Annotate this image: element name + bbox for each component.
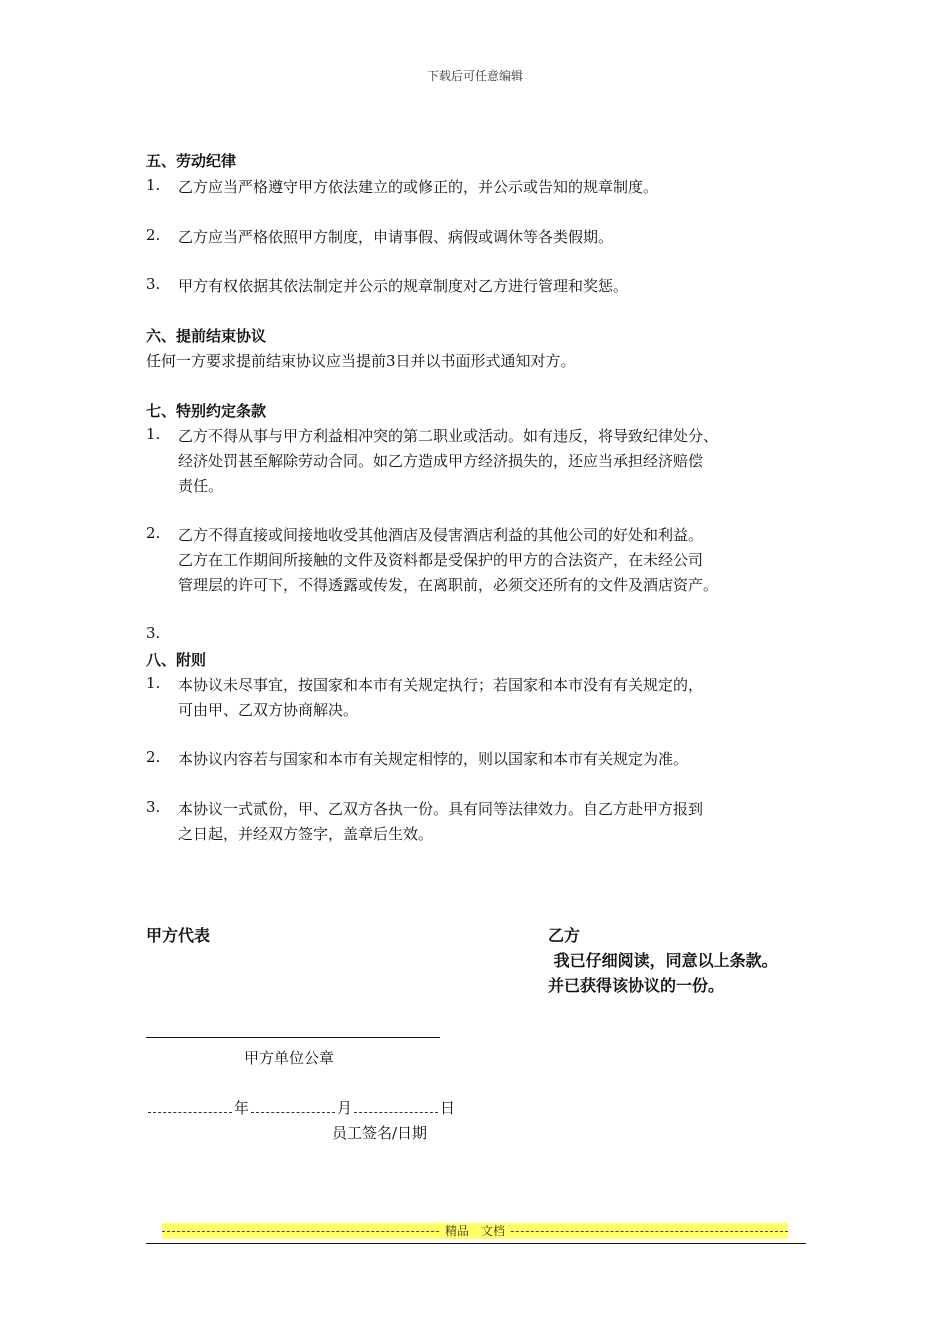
year-blank: [148, 1100, 232, 1113]
party-b-consent-line-1: 我已仔细阅读，同意以上条款。: [548, 951, 778, 970]
day-label: 日: [440, 1099, 456, 1117]
date-line: [146, 1097, 455, 1118]
s6-text: 任何一方要求提前结束协议应当提前3日并以书面形式通知对方。: [146, 352, 576, 370]
section-8-heading: 八、附则: [146, 651, 207, 669]
s8-item-1-line-2: 可由甲、乙双方协商解决。: [178, 701, 359, 719]
s5-item-2-number: 2.: [146, 226, 161, 244]
seal-signature-line: [146, 1037, 440, 1038]
s7-item-1-line-2: 经济处罚甚至解除劳动合同。如乙方造成甲方经济损失的，还应当承担经济赔偿: [178, 452, 704, 470]
seal-label: 甲方单位公章: [244, 1049, 335, 1067]
s8-item-2-text: 本协议内容若与国家和本市有关规定相悖的，则以国家和本市有关规定为准。: [178, 750, 689, 768]
s5-item-1-number: 1.: [146, 176, 161, 194]
s7-item-1-line-3: 责任。: [178, 477, 224, 495]
s7-item-2-line-1: 乙方不得直接或间接地收受其他酒店及侵害酒店利益的其他公司的好处和利益。: [178, 526, 704, 544]
footer-banner: [162, 1223, 788, 1239]
footer-label: 精品 文档: [441, 1224, 509, 1238]
s7-item-2-line-2: 乙方在工作期间所接触的文件及资料都是受保护的甲方的合法资产，在未经公司: [178, 551, 704, 569]
day-blank: [354, 1100, 438, 1113]
s5-item-1-text: 乙方应当严格遵守甲方依法建立的或修正的，并公示或告知的规章制度。: [178, 178, 659, 196]
s5-item-3-number: 3.: [146, 275, 161, 293]
employee-signature-label: 员工签名/日期: [332, 1124, 428, 1142]
party-b-label: 乙方: [548, 926, 581, 945]
s7-item-1-number: 1.: [146, 425, 161, 443]
s7-item-2-line-3: 管理层的许可下，不得透露或传发，在离职前，必须交还所有的文件及酒店资产。: [178, 576, 719, 594]
footer-rule: [146, 1243, 806, 1244]
s8-item-3-line-1: 本协议一式贰份，甲、乙双方各执一份。具有同等法律效力。自乙方赴甲方报到: [178, 800, 704, 818]
s8-item-3-number: 3.: [146, 798, 161, 816]
s5-item-3-text: 甲方有权依据其依法制定并公示的规章制度对乙方进行管理和奖惩。: [178, 277, 629, 295]
s7-item-1-line-1: 乙方不得从事与甲方利益相冲突的第二职业或活动。如有违反，将导致纪律处分、: [178, 427, 719, 445]
section-5-heading: 五、劳动纪律: [146, 152, 237, 170]
s8-item-2-number: 2.: [146, 748, 161, 766]
party-b-consent-line-2: 并已获得该协议的一份。: [548, 976, 725, 995]
s8-item-1-number: 1.: [146, 674, 161, 692]
s7-item-3-number: 3.: [146, 624, 161, 642]
s8-item-3-line-2: 之日起，并经双方签字，盖章后生效。: [178, 825, 434, 843]
month-label: 月: [337, 1099, 353, 1117]
section-7-heading: 七、特别约定条款: [146, 402, 267, 420]
year-label: 年: [234, 1099, 250, 1117]
section-6-heading: 六、提前结束协议: [146, 327, 267, 345]
s5-item-2-text: 乙方应当严格依照甲方制度，申请事假、病假或调休等各类假期。: [178, 228, 614, 246]
month-blank: [251, 1100, 335, 1113]
party-a-label: 甲方代表: [146, 926, 211, 945]
header-note: 下载后可任意编辑: [426, 69, 523, 83]
s7-item-2-number: 2.: [146, 524, 161, 542]
s8-item-1-line-1: 本协议未尽事宜，按国家和本市有关规定执行；若国家和本市没有有关规定的，: [178, 676, 704, 694]
